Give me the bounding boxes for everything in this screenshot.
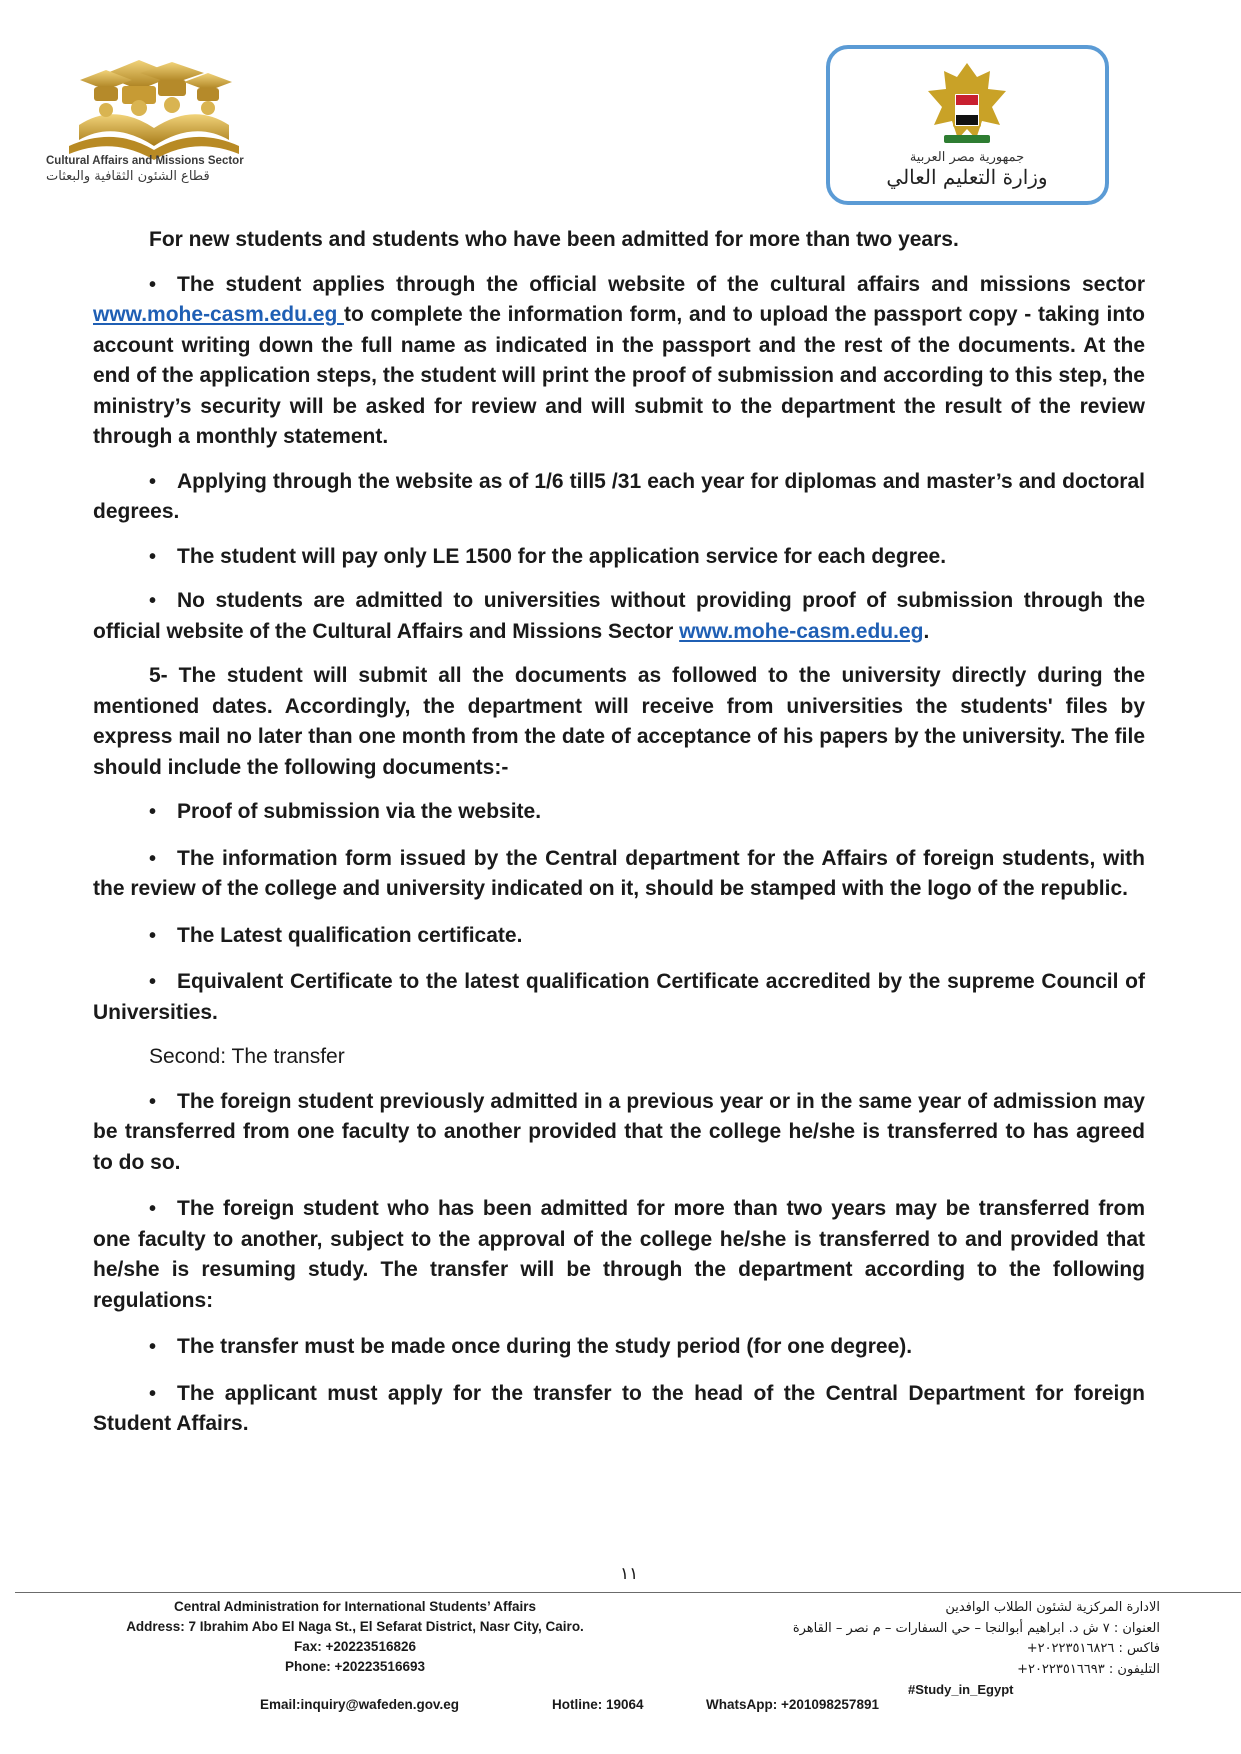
footer-divider (15, 1592, 1241, 1593)
footer-whatsapp: WhatsApp: +201098257891 (706, 1697, 879, 1712)
bullet-icon: • (149, 971, 157, 993)
bullet-text: Proof of submission via the website. (177, 800, 542, 823)
bullet-icon: • (149, 273, 157, 296)
footer-org-name: Central Administration for International Students’ Affairs (173, 1599, 537, 1614)
bullet-transfer-once (93, 1332, 1145, 1363)
bullet-information-form (93, 844, 1145, 905)
bullet-icon: • (149, 924, 157, 947)
logo-english-name: Cultural Affairs and Missions Sector (46, 155, 244, 167)
website-link[interactable]: www.mohe-casm.edu.eg (679, 619, 924, 643)
bullet-icon: • (149, 1090, 157, 1113)
footer-fax: Fax: +20223516826 (294, 1639, 416, 1654)
bullet-text: The applicant must apply for the transfer to the head of the Central Department for foreign Student Affairs. (93, 1381, 1145, 1435)
emblem-country-text: جمهورية مصر العربية (909, 150, 1025, 165)
bullet-equivalent-certificate (93, 967, 1145, 1028)
bullet-application-dates (93, 467, 1145, 528)
bullet-text: The student will pay only LE 1500 for the application service for each degree. (177, 544, 947, 568)
bullet-text-continued: to complete the information form, and to upload the passport copy - taking into account writing down the full name as indicated in the passport and the rest of the documents. At the end of the application steps, the student will print the proof of submission and according to this step, the ministry’s security will be asked for review and will submit to the department the result of the review through a monthly statement. (93, 303, 1145, 448)
footer-ar-phone: التليفون : ٢٠٢٢٣٥١٦٦٩٣+ (1017, 1661, 1160, 1677)
bullet-application-fee (93, 542, 1145, 573)
page-number: ١١ (620, 1564, 639, 1584)
footer-ar-fax: فاكس : ٢٠٢٢٣٥١٦٨٢٦+ (1026, 1641, 1160, 1656)
eagle-emblem-icon (830, 49, 1105, 201)
bullet-icon: • (149, 1198, 157, 1220)
bullet-latest-certificate (93, 921, 1145, 952)
bullet-text: The foreign student previously admitted in a previous year or in the same year of admission may be transferred from one faculty to another provided that the college he/she is transferred to has agreed to do so. (93, 1089, 1145, 1174)
footer-english-contact (95, 1597, 615, 1677)
footer-email[interactable]: Email:inquiry@wafeden.gov.eg (260, 1697, 459, 1712)
bullet-text: The information form issued by the Central department for the Affairs of foreign students, with the review of the college and university indicated on it, should be stamped with the logo of the republic. (93, 846, 1145, 900)
footer-arabic-contact (740, 1598, 1160, 1701)
document-body (93, 225, 1145, 1440)
bullet-icon: • (149, 801, 157, 823)
bullet-period: . (923, 619, 930, 643)
bullet-transfer-previous-year (93, 1087, 1145, 1179)
intro-paragraph: For new students and students who have been admitted for more than two years. (149, 228, 959, 251)
footer-ar-address: العنوان : ٧ ش د. ابراهيم أبوالنجا – حي السفارات – م نصر – القاهرة (792, 1620, 1160, 1636)
bullet-icon: • (149, 470, 157, 493)
bullet-transfer-application (93, 1379, 1145, 1440)
bullet-proof-required (93, 586, 1145, 647)
bullet-text: Applying through the website as of 1/6 till5 /31 each year for diplomas and master’s and doctoral degrees. (93, 469, 1145, 523)
footer-phone: Phone: +20223516693 (285, 1659, 425, 1674)
bullet-icon: • (149, 590, 157, 612)
emblem-ministry-text: وزارة التعليم العالي (886, 165, 1048, 189)
ministry-emblem-frame (826, 45, 1109, 205)
bullet-text: No students are admitted to universities without providing proof of submission through the official website of the Cultural Affairs and Missions Sector (93, 589, 1145, 643)
bullet-text: The foreign student who has been admitted for more than two years may be transferred from one faculty to another, subject to the approval of the college he/she is transferred to and provided that he/she is resuming study. The transfer will be through the department according to the following regulations: (93, 1197, 1145, 1312)
bullet-text: The Latest qualification certificate. (177, 923, 523, 947)
bullet-online-application (93, 270, 1145, 453)
website-link[interactable]: www.mohe-casm.edu.eg (93, 303, 344, 326)
logo-arabic-name: قطاع الشئون الثقافية والبعثات (46, 169, 210, 184)
bullet-icon: • (149, 1336, 157, 1358)
paragraph-documents-submission: 5- The student will submit all the documents as followed to the university directly during the mentioned dates. Accordingly, the department will receive from universities the students' files by express mail no later than one month from the date of acceptance of his papers by the university. The file should include the following documents:- (93, 664, 1145, 779)
bullet-text: The student applies through the official website of the cultural affairs and missions sector (177, 272, 1145, 296)
section-heading-transfer: Second: The transfer (149, 1045, 345, 1068)
cultural-affairs-logo (44, 50, 269, 185)
footer-ar-org-name: الادارة المركزية لشئون الطلاب الوافدين (945, 1600, 1160, 1615)
bullet-proof-of-submission (93, 797, 1145, 828)
bullet-icon: • (149, 545, 157, 568)
bullet-text: The transfer must be made once during the study period (for one degree). (177, 1335, 913, 1358)
bullet-text: Equivalent Certificate to the latest qualification Certificate accredited by the supreme Council of Universities. (93, 970, 1145, 1024)
footer-hotline: Hotline: 19064 (552, 1697, 644, 1712)
graduation-book-logo-icon (44, 50, 269, 185)
bullet-transfer-two-years (93, 1194, 1145, 1316)
bullet-icon: • (149, 1382, 157, 1405)
bullet-icon: • (149, 847, 157, 870)
footer-hashtag: #Study_in_Egypt (908, 1682, 1014, 1697)
footer-address: Address: 7 Ibrahim Abo El Naga St., El Sefarat District, Nasr City, Cairo. (126, 1619, 584, 1634)
